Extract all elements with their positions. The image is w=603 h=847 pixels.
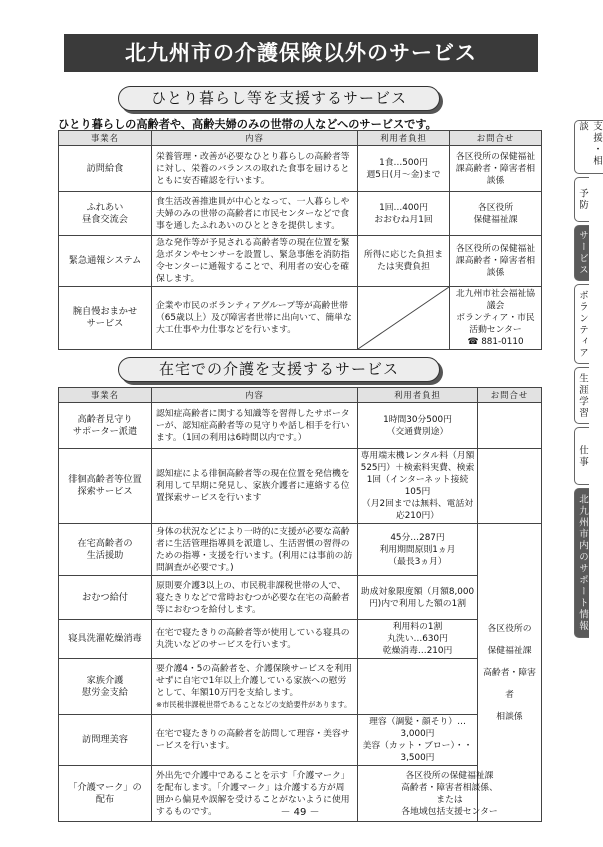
- service-fee: 理容（調髪・顔そり）… 3,000円 美容（カット・ブロー）・・ 3,500円: [358, 715, 478, 766]
- service-fee: [358, 659, 478, 715]
- col-header-name: 事業名: [59, 388, 152, 403]
- table-row: [59, 146, 542, 192]
- table-row: [59, 403, 542, 449]
- service-content: 認知症による徘徊高齢者等の現在位置を発信機を利用して早期に発見し、家族介護者に連絡する位置探索サービスを行います: [152, 449, 358, 524]
- service-contact: 各区役所の保健福祉課 高齢者・障害者相談係、 または 各地域包括支援センター: [358, 766, 542, 822]
- service-content: 認知症高齢者に関する知識等を習得したサポーターが、認知症高齢者等の見守りや話し相手を行います。（1回の利用は6時間以内です。）: [152, 403, 358, 449]
- diagonal-slash: [358, 287, 449, 349]
- tab-lifelong-learning[interactable]: 生涯学習: [574, 367, 589, 424]
- table-header-row: [59, 131, 542, 146]
- service-content: 企業や市民のボランティアグループ等が高齢世帯（65歳以上）及び障害者世帯に出向いて、簡単な大工仕事や力仕事などを行います。: [152, 287, 358, 350]
- col-header-contact: お問合せ: [450, 131, 542, 146]
- service-name: 「介護マーク」の 配布: [59, 766, 152, 822]
- table-row: [59, 449, 542, 524]
- service-contact: 各区役所の保健福祉課高齢者・障害者相談係: [450, 236, 542, 287]
- table-header-row: [59, 388, 542, 403]
- contact-empty-cell: [478, 403, 542, 449]
- service-name: 寝具洗濯乾燥消毒: [59, 620, 152, 659]
- tab-work[interactable]: 仕事: [574, 427, 589, 485]
- service-name: 緊急通報システム: [59, 236, 152, 287]
- section-heading-living-alone: ひとり暮らし等を支援するサービス: [118, 86, 440, 111]
- col-header-fee: 利用者負担: [358, 388, 478, 403]
- service-name: 在宅高齢者の 生活援助: [59, 524, 152, 576]
- living-alone-services-table: [58, 130, 542, 350]
- service-content: 在宅で寝たきりの高齢者等が使用している寝具の丸洗いなどのサービスを行います。: [152, 620, 358, 659]
- table-row: [59, 287, 542, 350]
- tab-services[interactable]: サービス: [574, 225, 589, 281]
- service-fee: 1時間30分500円 （交通費別途）: [358, 403, 478, 449]
- service-name: 訪問理美容: [59, 715, 152, 766]
- service-name: 家族介護 慰労金支給: [59, 659, 152, 715]
- service-content: 在宅で寝たきりの高齢者を訪問して理容・美容サービスを行います。: [152, 715, 358, 766]
- table-row: [59, 236, 542, 287]
- service-contact: 各区役所の保健福祉課高齢者・障害者相談係: [450, 146, 542, 192]
- service-name: 訪問給食: [59, 146, 152, 192]
- section-lead: ひとり暮らしの高齢者や、高齢夫婦のみの世帯の人などへのサービスです。: [58, 118, 437, 131]
- service-contact: 各区役所 保健福祉課: [450, 192, 542, 236]
- service-name: おむつ給付: [59, 576, 152, 620]
- page-title: 北九州市の介護保険以外のサービス: [64, 34, 538, 72]
- section-heading-home-care: 在宅での介護を支援するサービス: [118, 357, 440, 382]
- service-fee: 専用端末機レンタル料（月額525円）＋検索料実費、検索1回（インターネット接続105円 （月2回までは無料、電話対応210円）: [358, 449, 478, 524]
- table-row: [59, 192, 542, 236]
- service-fee: 1回…400円 おおむね月1回: [358, 192, 450, 236]
- tab-volunteer[interactable]: ボランティア: [574, 284, 589, 364]
- service-note: ※市民税非課税世帯であることなどの支給要件があります。: [156, 699, 352, 709]
- side-nav: [574, 120, 600, 641]
- service-fee: 助成対象限度額（月額8,000円)内で利用した額の1割: [358, 576, 478, 620]
- col-header-fee: 利用者負担: [358, 131, 450, 146]
- col-header-content: 内容: [152, 388, 358, 403]
- service-contact: 北九州市社会福祉協議会 ボランティア・市民活動センター ☎ 881-0110: [450, 287, 542, 350]
- service-name: 徘徊高齢者等位置 探索サービス: [59, 449, 152, 524]
- service-content: 外出先で介護中であることを示す「介護マーク」を配布します。「介護マーク」は介護する方が周囲から偏見や誤解を受けることがないように使用するものです。: [152, 766, 358, 822]
- merged-contact: 各区役所の 保健福祉課 高齢者・障害者 相談係: [478, 524, 542, 822]
- service-content: 要介護4・5の高齢者を、介護保険サービスを利用せずに自宅で1年以上介護している家族への慰労として、年額10万円を支給します。: [156, 663, 352, 698]
- table-row: [59, 524, 542, 576]
- tab-prevention[interactable]: 予防: [574, 177, 589, 222]
- service-content: 原則要介護3以上の、市民税非課税世帯の人で、寝たきりなどで常時おむつが必要な在宅の高齢者等におむつを給付します。: [152, 576, 358, 620]
- contact-empty-cell: [478, 449, 542, 524]
- tab-support-consultation[interactable]: 支援・相談: [574, 120, 603, 174]
- service-name: 高齢者見守り サポーター派遣: [59, 403, 152, 449]
- table-row: [59, 715, 542, 766]
- page-number: － 49 －: [280, 807, 320, 818]
- service-fee: 利用料の1割 丸洗い…630円 乾燥消毒…210円: [358, 620, 478, 659]
- service-name: 腕自慢おまかせ サービス: [59, 287, 152, 350]
- service-content: 身体の状況などにより一時的に支援が必要な高齢者に生活管理指導員を派遣し、生活習慣の習得のための指導・支援を行います。(利用には事前の訪問調査が必要です。): [152, 524, 358, 576]
- service-content-with-note: [152, 659, 358, 715]
- service-content: 栄養管理・改善が必要なひとり暮らしの高齢者等に対し、栄養のバランスの取れた食事を届けるとともに安否確認を行います。: [152, 146, 358, 192]
- home-care-services-table: [58, 387, 542, 822]
- col-header-content: 内容: [152, 131, 358, 146]
- table-row: [59, 576, 542, 620]
- table-row: [59, 620, 542, 659]
- service-fee: 所得に応じた負担または実費負担: [358, 236, 450, 287]
- fee-not-applicable-cell: [358, 287, 450, 350]
- table-row: [59, 659, 542, 715]
- service-fee: 1食…500円 週5日(月～金)まで: [358, 146, 450, 192]
- col-header-contact: お問合せ: [478, 388, 542, 403]
- service-content: 急な発作等が予見される高齢者等の現在位置を緊急ボタンやセンサーを設置し、緊急事態を消防指令センターに通報することで、利用者の安心を確保します。: [152, 236, 358, 287]
- service-fee: 45分…287円 利用期間原則1ヵ月 （最長3ヵ月）: [358, 524, 478, 576]
- service-name: ふれあい 昼食交流会: [59, 192, 152, 236]
- service-content: 食生活改善推進員が中心となって、一人暮らしや夫婦のみの世帯の高齢者に市民センターなどで食事を通したふれあいのひとときを提供します。: [152, 192, 358, 236]
- col-header-name: 事業名: [59, 131, 152, 146]
- tab-kitakyushu-support-info[interactable]: 北九州市内のサポート情報: [574, 488, 589, 638]
